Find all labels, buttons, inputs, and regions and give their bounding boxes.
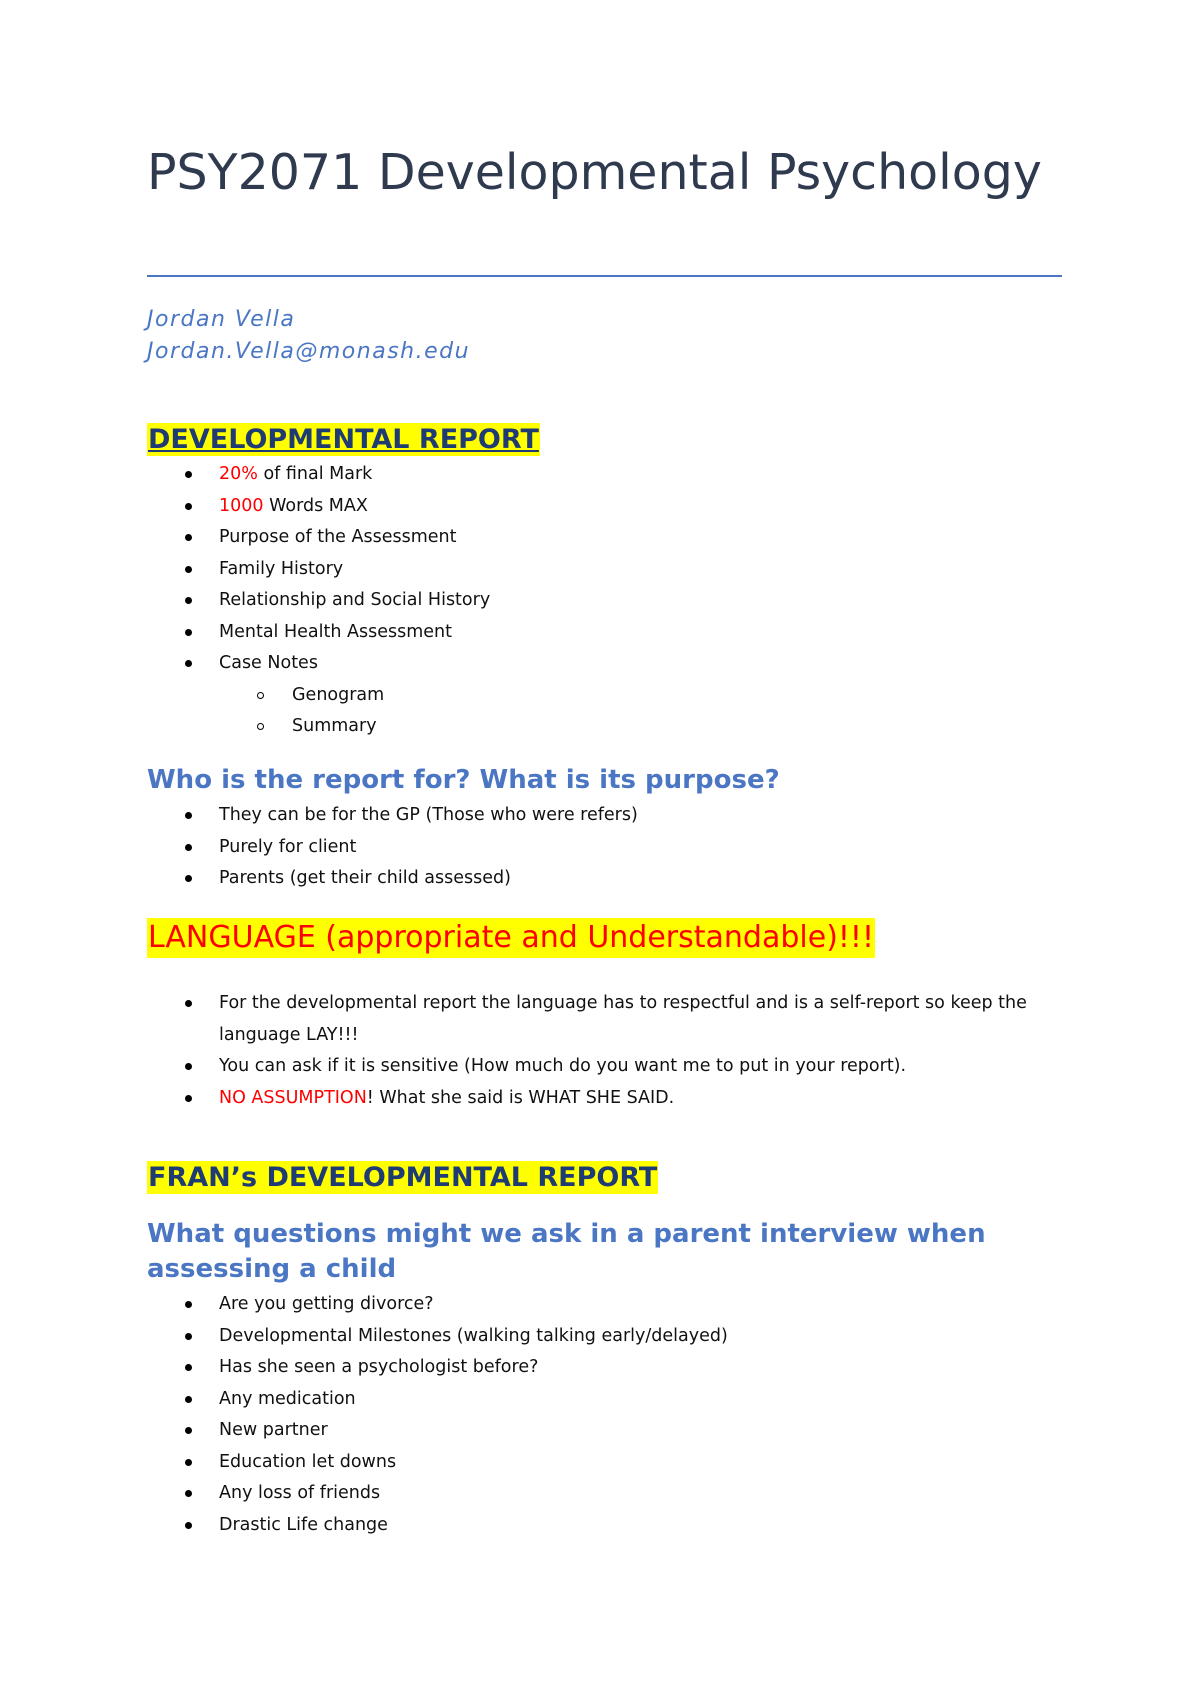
list-item: Family History	[147, 554, 1062, 586]
sub-list-item: Summary	[147, 711, 1062, 743]
title-divider	[147, 275, 1062, 277]
document-title: PSY2071 Developmental Psychology	[147, 144, 1042, 201]
list-item: Case Notes	[147, 648, 1062, 680]
list-item: Drastic Life change	[147, 1510, 1062, 1542]
author-name: Jordan Vella	[147, 307, 296, 332]
list-item: Has she seen a psychologist before?	[147, 1352, 1062, 1384]
language-guidelines-list	[147, 988, 1062, 1114]
fran-report-heading: FRAN’s DEVELOPMENTAL REPORT	[148, 1162, 658, 1193]
sub-list-item: Genogram	[147, 680, 1062, 712]
list-item: Parents (get their child assessed)	[147, 863, 1062, 895]
list-item: Developmental Milestones (walking talking early/delayed)	[147, 1321, 1062, 1353]
language-heading: LANGUAGE (appropriate and Understandable)!!!	[147, 918, 875, 958]
list-item: Relationship and Social History	[147, 585, 1062, 617]
list-item: You can ask if it is sensitive (How much do you want me to put in your report).	[147, 1051, 1062, 1083]
report-audience-list	[147, 800, 1062, 895]
list-item: They can be for the GP (Those who were refers)	[147, 800, 1062, 832]
list-item: Any loss of friends	[147, 1478, 1062, 1510]
list-item: Are you getting divorce?	[147, 1289, 1062, 1321]
list-item: Any medication	[147, 1384, 1062, 1416]
list-item: For the developmental report the language has to respectful and is a self-report so keep the language LAY!!!	[147, 988, 1062, 1051]
developmental-report-heading: DEVELOPMENTAL REPORT	[148, 424, 539, 455]
list-item: 20% of final Mark	[147, 459, 1062, 491]
list-item: New partner	[147, 1415, 1062, 1447]
list-item: Purely for client	[147, 832, 1062, 864]
list-item: NO ASSUMPTION! What she said is WHAT SHE SAID.	[147, 1083, 1062, 1115]
list-item: Mental Health Assessment	[147, 617, 1062, 649]
report-requirements-list	[147, 459, 1062, 743]
interview-questions-list	[147, 1289, 1062, 1541]
list-item: 1000 Words MAX	[147, 491, 1062, 523]
author-email: Jordan.Vella@monash.edu	[147, 339, 471, 364]
list-item: Education let downs	[147, 1447, 1062, 1479]
report-purpose-heading: Who is the report for? What is its purpose?	[147, 765, 780, 795]
parent-interview-heading: What questions might we ask in a parent interview when assessing a child	[147, 1219, 986, 1284]
list-item: Purpose of the Assessment	[147, 522, 1062, 554]
